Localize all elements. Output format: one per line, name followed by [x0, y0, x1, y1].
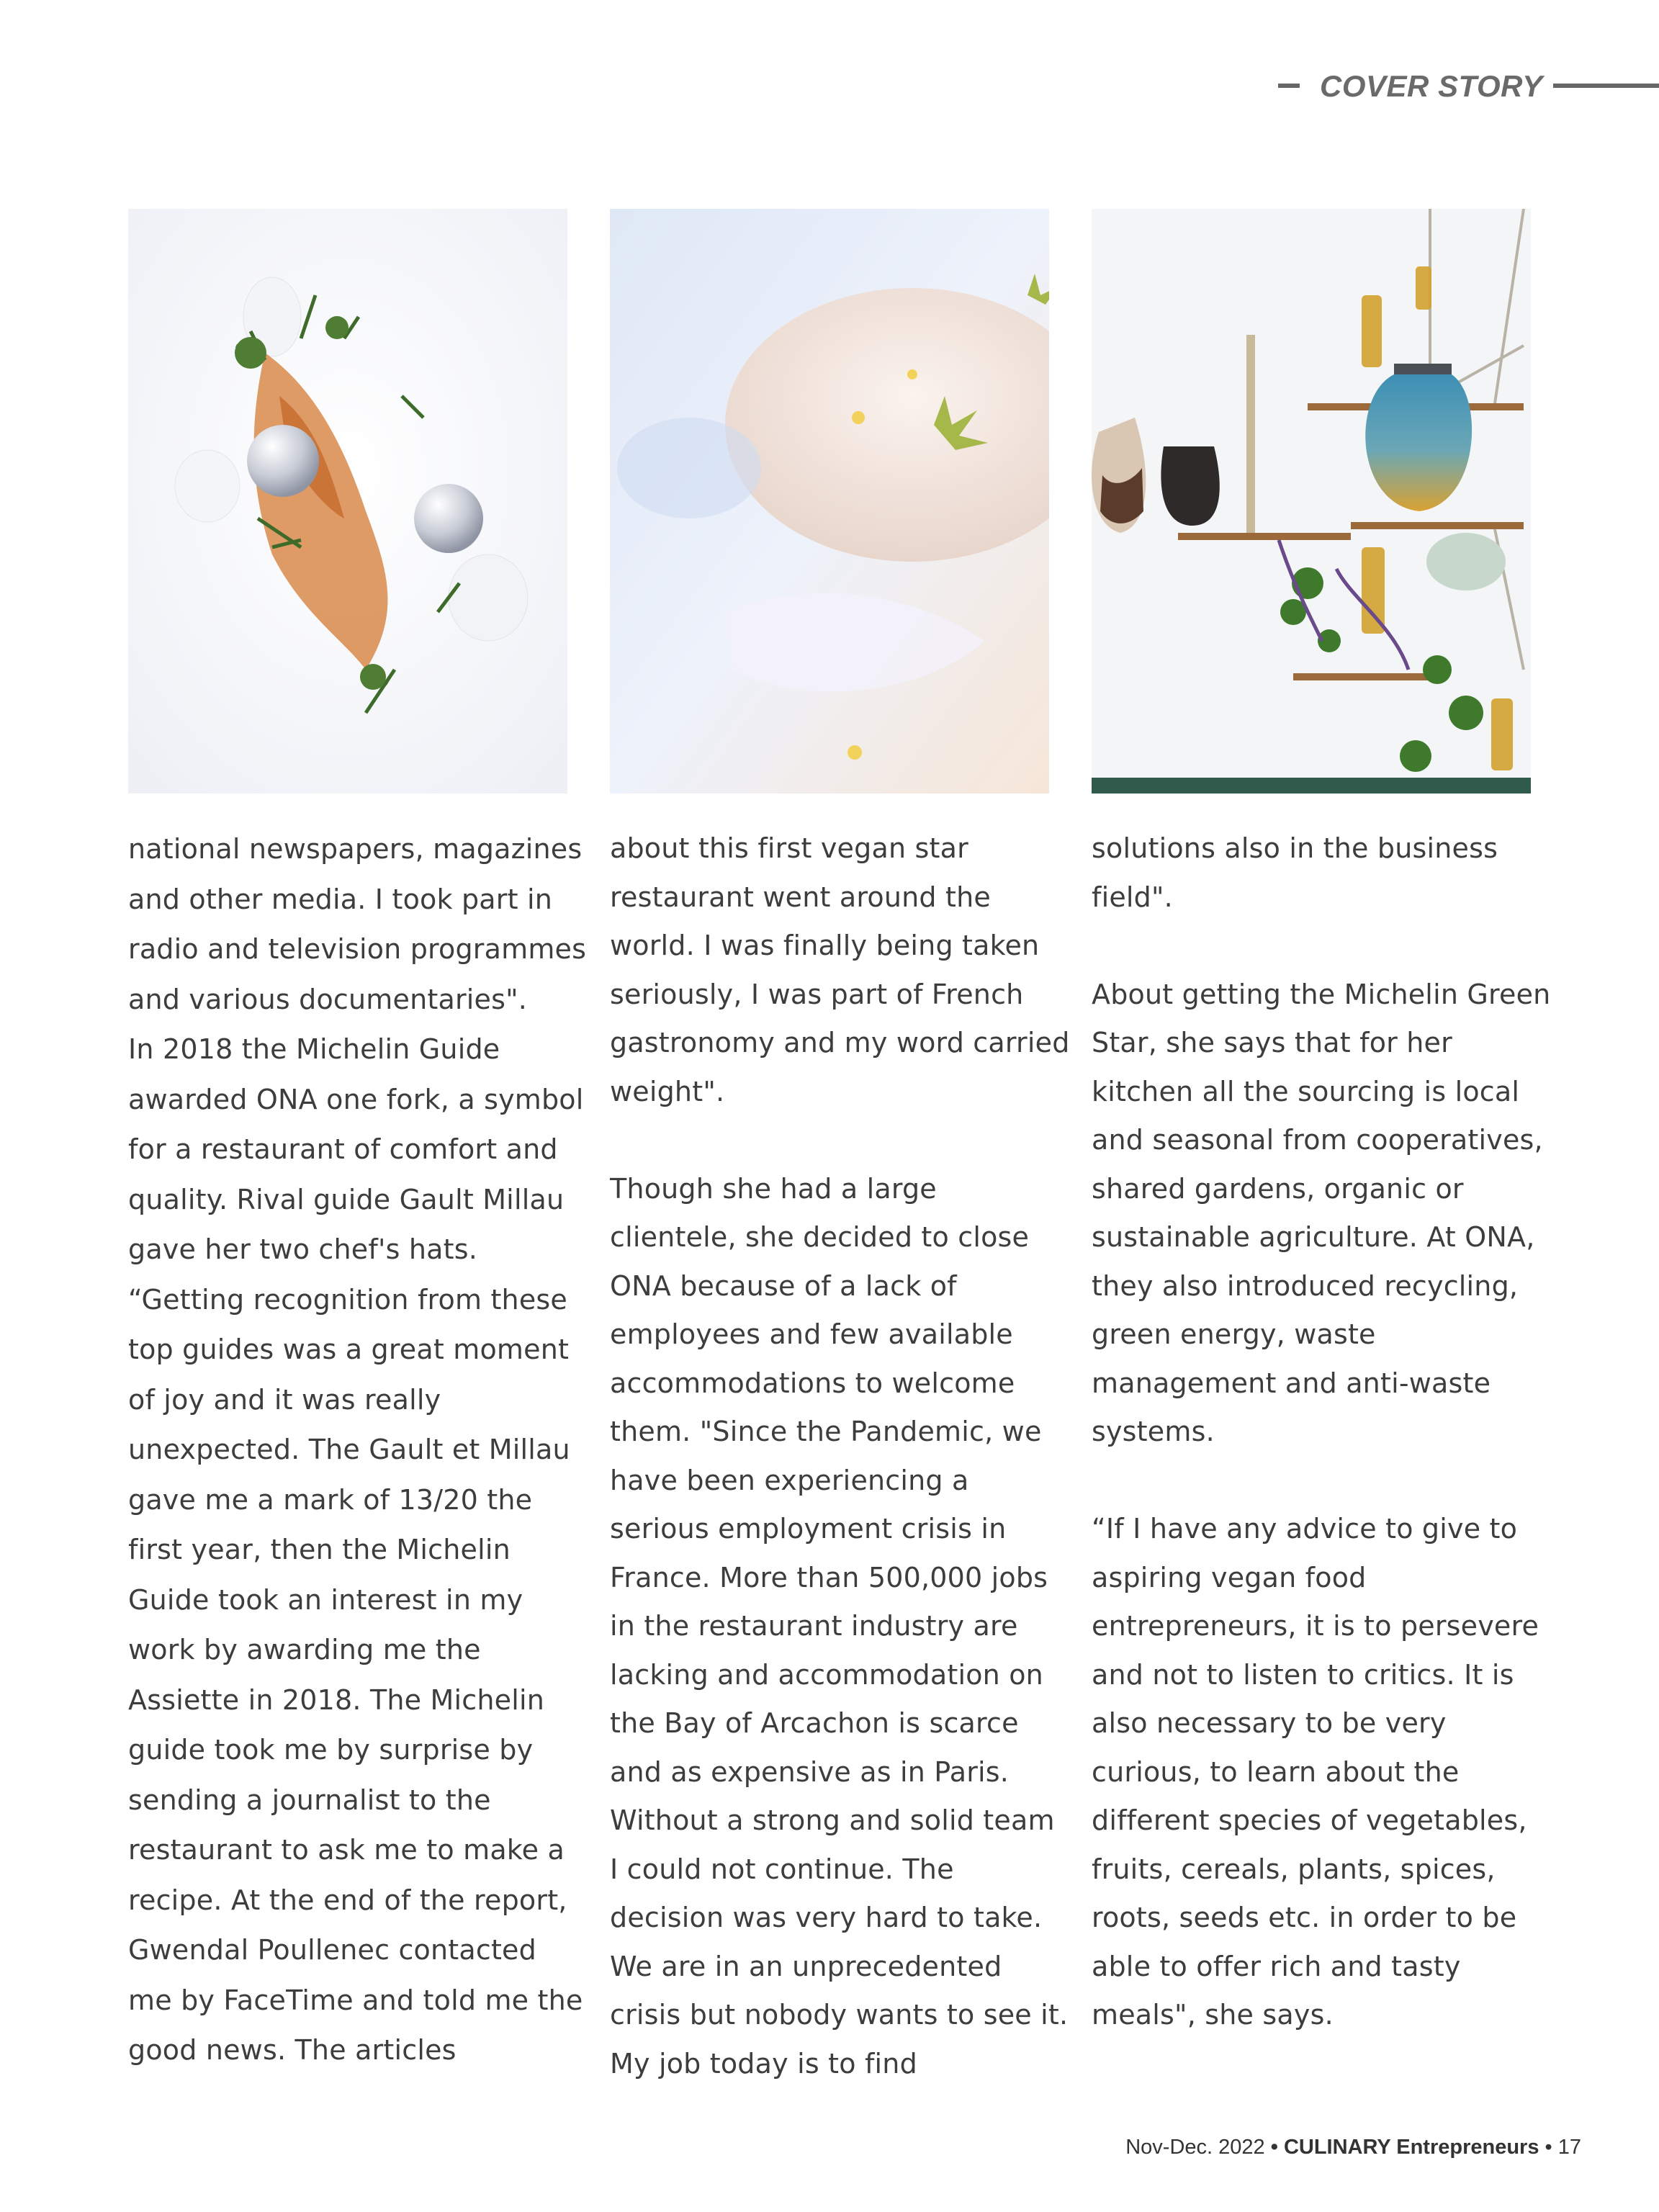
section-dash — [1278, 84, 1300, 88]
white-dessert-photo — [610, 209, 1049, 793]
paragraph-gap — [610, 1116, 1071, 1165]
paragraph: “If I have any advice to give to aspiring vegan food entrepreneurs, it is to persevere and not to listen to critics. It is also necessary to be very curious, to learn about the different species of vegetables, fruits, cereals, plants, spices, roots, seeds etc. in order to be able to offer rich and tasty meals", she says. — [1092, 1513, 1539, 2031]
section-label — [1278, 66, 1659, 107]
text-column-3 — [1092, 824, 1552, 2040]
plated-dish-photo — [128, 209, 567, 793]
paragraph: Though she had a large clientele, she decided to close ONA because of a lack of employees and few available accommodations to welcome them. "Since the Pandemic, we have been experiencing a serious employment crisis in France. More than 500,000 jobs in the restaurant industry are lacking and accommodation on the Bay of Arcachon is scarce and as expensive as in Paris. Without a strong and solid team I could not continue. The decision was very hard to take. We are in an unprecedented crisis but nobody wants to see it. My job today is to find — [610, 1172, 1069, 2080]
section-rule — [1553, 84, 1659, 88]
paragraph: national newspapers, magazines and other media. I took part in radio and television programmes and various documentaries". — [128, 833, 587, 1015]
footer-bullet-2: • — [1545, 2136, 1552, 2159]
paragraph: In 2018 the Michelin Guide awarded ONA one fork, a symbol for a restaurant of comfort and quality. Rival guide Gault Millau gave her two chef's hats. “Getting recognition from these top guides was a great moment of joy and it was really unexpected. The Gault et Millau gave me a mark of 13/20 the first year, then the Michelin Guide took an interest in my work by awarding me the Assiette in 2018. The Michelin guide took me by surprise by sending a journalist to the restaurant to ask me to make a recipe. At the end of the report, Gwendal Poullenec contacted me by FaceTime and told me the good news. The articles — [128, 1033, 584, 2066]
paragraph: about this first vegan star restaurant went around the world. I was finally being taken seriously, I was part of French gastronomy and my word carried weight". — [610, 832, 1070, 1107]
shelves-with-bottles-photo — [1092, 209, 1531, 793]
text-column-1 — [128, 824, 589, 2076]
paragraph: About getting the Michelin Green Star, she says that for her kitchen all the sourcing is local and seasonal from cooperatives, shared gardens, organic or sustainable agriculture. At ONA, they also introduced recycling, green energy, waste management and anti-waste systems. — [1092, 978, 1551, 1447]
paragraph-gap — [1092, 922, 1552, 971]
paragraph: solutions also in the business field". — [1092, 832, 1498, 913]
page-number: 17 — [1557, 2136, 1581, 2159]
text-column-2 — [610, 824, 1071, 2088]
page-footer — [1125, 2133, 1581, 2162]
issue-date: Nov-Dec. 2022 — [1125, 2136, 1265, 2159]
footer-bullet: • — [1270, 2136, 1278, 2159]
section-title: COVER STORY — [1320, 69, 1543, 103]
magazine-name: CULINARY Entrepreneurs — [1283, 2136, 1539, 2159]
paragraph-gap — [1092, 1457, 1552, 1506]
